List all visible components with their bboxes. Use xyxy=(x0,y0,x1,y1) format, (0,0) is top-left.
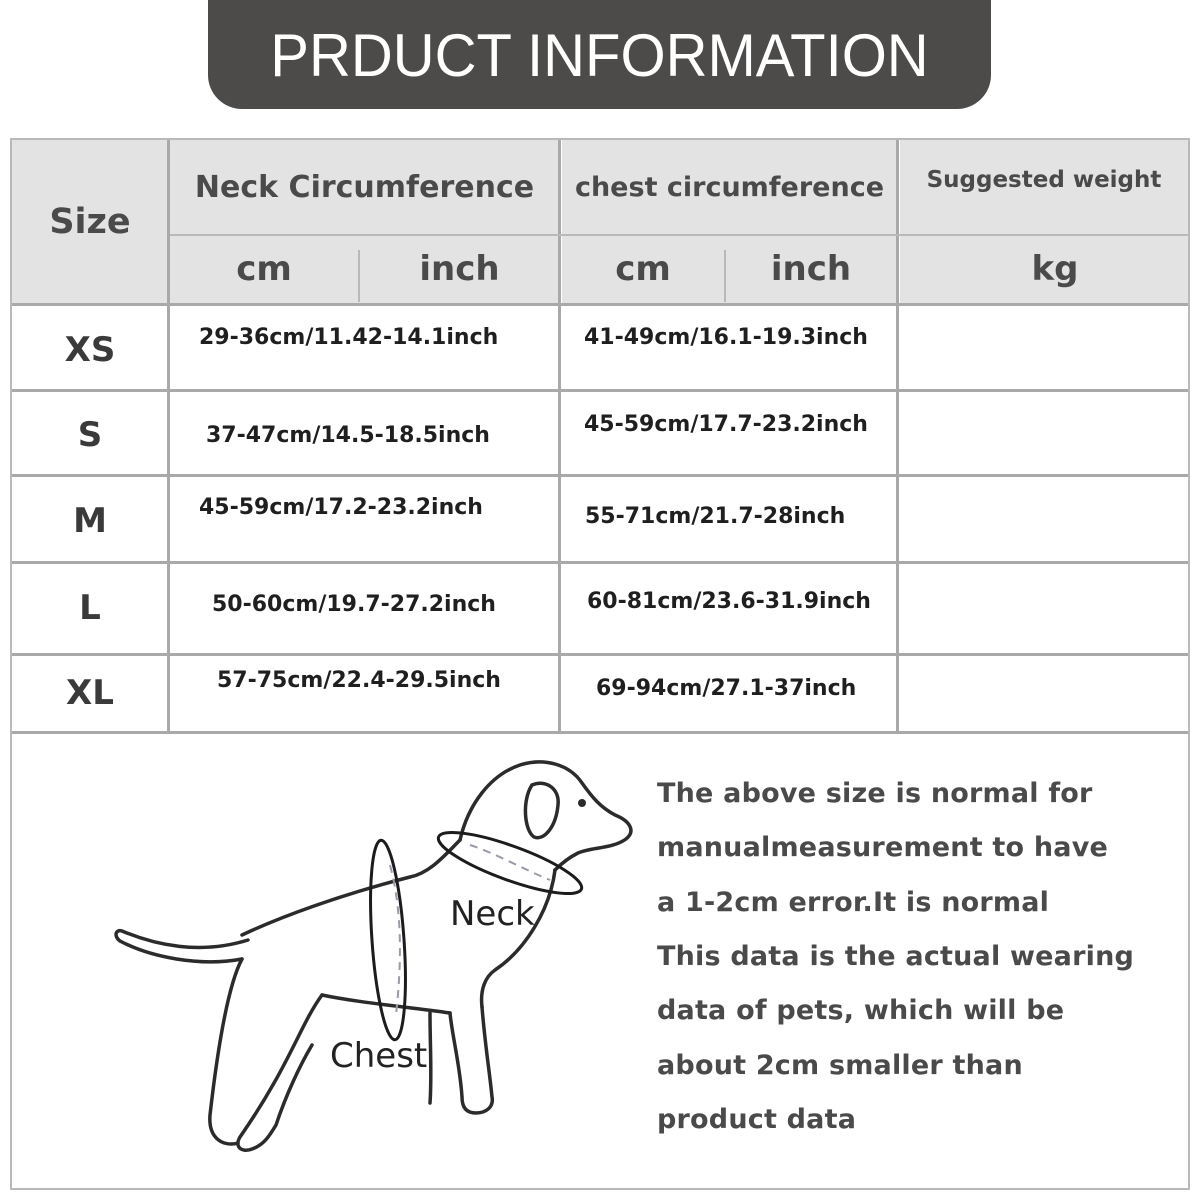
m-chest-value: 55-71cm/21.7-28inch xyxy=(585,504,846,529)
note-line-2: manualmeasurement to have xyxy=(657,832,1109,863)
xl-neck-value: 57-75cm/22.4-29.5inch xyxy=(217,668,501,693)
header-chest-inch: inch xyxy=(770,249,852,289)
dog-eye xyxy=(578,799,586,807)
xs-neck-value: 29-36cm/11.42-14.1inch xyxy=(199,325,499,350)
grid-hline-row-3 xyxy=(12,561,1188,564)
dog-front-leg xyxy=(450,1007,492,1113)
header-neck-cm: cm xyxy=(236,249,292,289)
l-neck-value: 50-60cm/19.7-27.2inch xyxy=(212,592,496,617)
header-weight: Suggested weight xyxy=(926,167,1162,193)
header-chest: chest circumference xyxy=(574,172,885,203)
xl-chest-value: 69-94cm/27.1-37inch xyxy=(596,676,857,701)
note-line-7: product data xyxy=(657,1104,857,1135)
dog-ear xyxy=(525,783,558,837)
s-chest-value: 45-59cm/17.7-23.2inch xyxy=(584,412,868,437)
size-xl: XL xyxy=(66,673,114,713)
neck-measure-dash xyxy=(470,845,550,880)
grid-hline-row-4 xyxy=(12,653,1188,656)
dog-front-leg-back xyxy=(430,1013,431,1103)
size-m: M xyxy=(73,501,107,541)
page-title: PRDUCT INFORMATION xyxy=(270,21,929,90)
dog-tail xyxy=(116,931,248,962)
grid-hline-row-5 xyxy=(12,731,1188,734)
size-xs: XS xyxy=(64,330,116,370)
m-neck-value: 45-59cm/17.2-23.2inch xyxy=(199,495,483,520)
grid-hline-row-2 xyxy=(12,474,1188,477)
grid-hline-header-split xyxy=(170,234,1188,236)
s-neck-value: 37-47cm/14.5-18.5inch xyxy=(206,423,490,448)
dog-belly xyxy=(322,995,450,1013)
header-weight-kg: kg xyxy=(1031,249,1079,289)
dog-measurement-illustration xyxy=(100,745,660,1165)
l-chest-value: 60-81cm/23.6-31.9inch xyxy=(587,589,871,614)
size-l: L xyxy=(79,588,101,628)
dog-head xyxy=(460,762,631,870)
note-line-3: a 1-2cm error.It is normal xyxy=(657,887,1050,918)
xs-chest-value: 41-49cm/16.1-19.3inch xyxy=(584,325,868,350)
dog-back xyxy=(242,840,460,935)
note-line-5: data of pets, which will be xyxy=(657,995,1065,1026)
header-neck-inch: inch xyxy=(419,249,500,289)
grid-hline-row-1 xyxy=(12,389,1188,392)
neck-label: Neck xyxy=(450,894,535,934)
size-s: S xyxy=(77,415,103,455)
note-line-6: about 2cm smaller than xyxy=(657,1050,1023,1081)
grid-vline-2 xyxy=(558,140,561,733)
dog-hind-leg xyxy=(238,995,322,1150)
grid-vline-3 xyxy=(896,140,899,733)
grid-hline-header-bottom xyxy=(12,303,1188,306)
dog-rear xyxy=(210,959,242,1144)
chest-measure-ring xyxy=(365,839,411,1041)
title-banner xyxy=(208,0,991,109)
note-line-1: The above size is normal for xyxy=(657,778,1093,809)
header-size: Size xyxy=(49,202,131,242)
note-line-4: This data is the actual wearing xyxy=(657,941,1135,972)
chest-label: Chest xyxy=(330,1036,428,1076)
header-neck: Neck Circumference xyxy=(194,170,535,205)
header-chest-cm: cm xyxy=(615,249,671,289)
